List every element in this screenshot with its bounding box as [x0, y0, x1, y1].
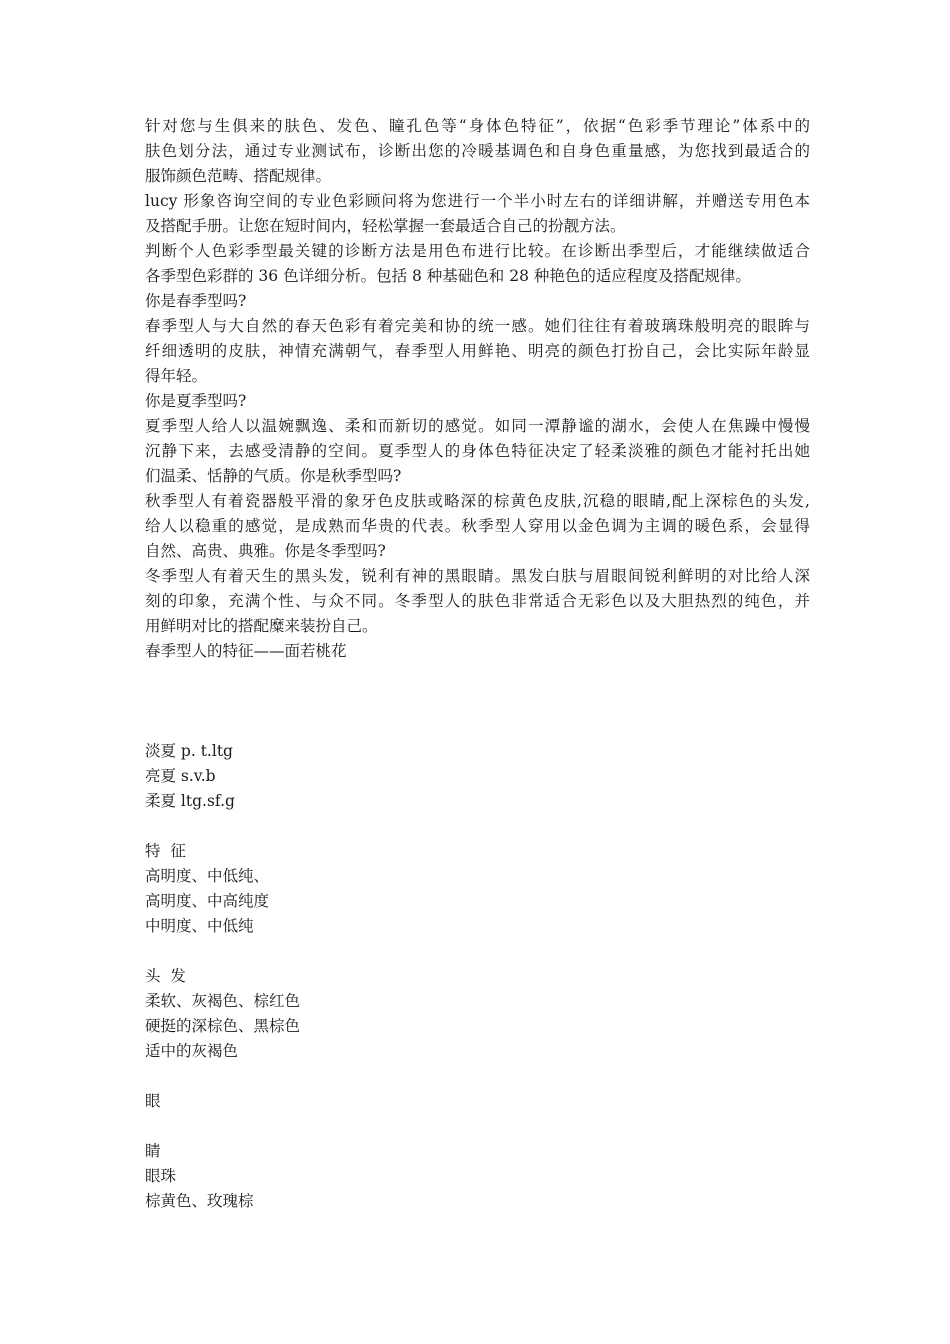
lucy-paragraph — [145, 189, 810, 239]
spring-question: 你是春季型吗? — [145, 292, 247, 310]
spacer — [145, 664, 810, 689]
diagnosis-line: 各季型色彩群的 36 色详细分析。包括 8 种基础色和 28 种艳色的适应程度及搭配规律。 — [145, 267, 751, 285]
intro-paragraph — [145, 114, 810, 189]
spacer — [145, 814, 810, 839]
features-item: 高明度、中低纯、 — [145, 867, 270, 885]
eyes-item: 棕黄色、玫瑰棕 — [145, 1192, 254, 1210]
eyes-heading-bottom: 睛 — [145, 1142, 161, 1160]
autumn-line: 秋季型人有着瓷器般平滑的象牙色皮肤或略深的棕黄色皮肤,沉稳的眼睛,配上深棕色的头发, — [145, 492, 810, 510]
season-type-item: 淡夏 p. t.ltg — [145, 742, 233, 760]
features-item: 中明度、中低纯 — [145, 917, 254, 935]
features-heading: 特 征 — [145, 842, 186, 860]
intro-line: 肤色划分法，通过专业测试布，诊断出您的冷暖基调色和自身色重量感，为您找到最适合的 — [145, 142, 810, 160]
hair-item: 适中的灰褐色 — [145, 1042, 239, 1060]
eyes-list — [145, 1164, 810, 1214]
lucy-line: 及搭配手册。让您在短时间内，轻松掌握一套最适合自己的扮靓方法。 — [145, 217, 626, 235]
features-list — [145, 864, 810, 939]
eyes-item: 眼珠 — [145, 1167, 177, 1185]
hair-item: 硬挺的深棕色、黑棕色 — [145, 1017, 301, 1035]
spacer — [145, 939, 810, 964]
winter-line: 用鲜明对比的搭配糜来装扮自己。 — [145, 617, 378, 635]
diagnosis-paragraph — [145, 239, 810, 289]
winter-paragraph — [145, 564, 810, 639]
hair-item: 柔软、灰褐色、棕红色 — [145, 992, 301, 1010]
summer-line: 们温柔、恬静的气质。你是秋季型吗? — [145, 467, 402, 485]
autumn-paragraph — [145, 489, 810, 564]
spring-line: 春季型人与大自然的春天色彩有着完美和协的统一感。她们往往有着玻璃珠般明亮的眼眸与 — [145, 317, 810, 335]
season-type-item: 柔夏 ltg.sf.g — [145, 792, 235, 810]
spacer — [145, 714, 810, 739]
features-item: 高明度、中高纯度 — [145, 892, 270, 910]
document-page — [145, 114, 810, 1214]
eyes-heading-top: 眼 — [145, 1092, 161, 1110]
winter-line: 冬季型人有着天生的黑头发，锐利有神的黑眼睛。黑发白肤与眉眼间锐利鲜明的对比给人深 — [145, 567, 810, 585]
spring-line: 纤细透明的皮肤，神情充满朝气，春季型人用鲜艳、明亮的颜色打扮自己，会比实际年龄显 — [145, 342, 810, 360]
spacer — [145, 1064, 810, 1089]
summer-paragraph — [145, 414, 810, 489]
intro-line: 服饰颜色范畴、搭配规律。 — [145, 167, 332, 185]
hair-heading: 头 发 — [145, 967, 186, 985]
spring-features-title: 春季型人的特征——面若桃花 — [145, 642, 347, 660]
intro-line: 针对您与生俱来的肤色、发色、瞳孔色等“身体色特征”，依据“色彩季节理论”体系中的 — [145, 117, 810, 135]
spacer — [145, 1114, 810, 1139]
summer-line: 夏季型人给人以温婉飘逸、柔和而新切的感觉。如同一潭静谧的湖水，会使人在焦躁中慢慢 — [145, 417, 810, 435]
season-type-item: 亮夏 s.v.b — [145, 767, 216, 785]
season-type-list — [145, 739, 810, 814]
hair-list — [145, 989, 810, 1064]
summer-line: 沉静下来，去感受清静的空间。夏季型人的身体色特征决定了轻柔淡雅的颜色才能衬托出她 — [145, 442, 810, 460]
winter-line: 刻的印象，充满个性、与众不同。冬季型人的肤色非常适合无彩色以及大胆热烈的纯色，并 — [145, 592, 810, 610]
autumn-line: 自然、高贵、典雅。你是冬季型吗? — [145, 542, 386, 560]
spring-line: 得年轻。 — [145, 367, 208, 385]
spring-paragraph — [145, 314, 810, 389]
lucy-line: lucy 形象咨询空间的专业色彩顾问将为您进行一个半小时左右的详细讲解，并赠送专用色本 — [145, 192, 810, 210]
spacer — [145, 689, 810, 714]
diagnosis-line: 判断个人色彩季型最关键的诊断方法是用色布进行比较。在诊断出季型后，才能继续做适合 — [145, 242, 810, 260]
autumn-line: 给人以稳重的感觉，是成熟而华贵的代表。秋季型人穿用以金色调为主调的暖色系，会显得 — [145, 517, 810, 535]
summer-question: 你是夏季型吗? — [145, 392, 247, 410]
